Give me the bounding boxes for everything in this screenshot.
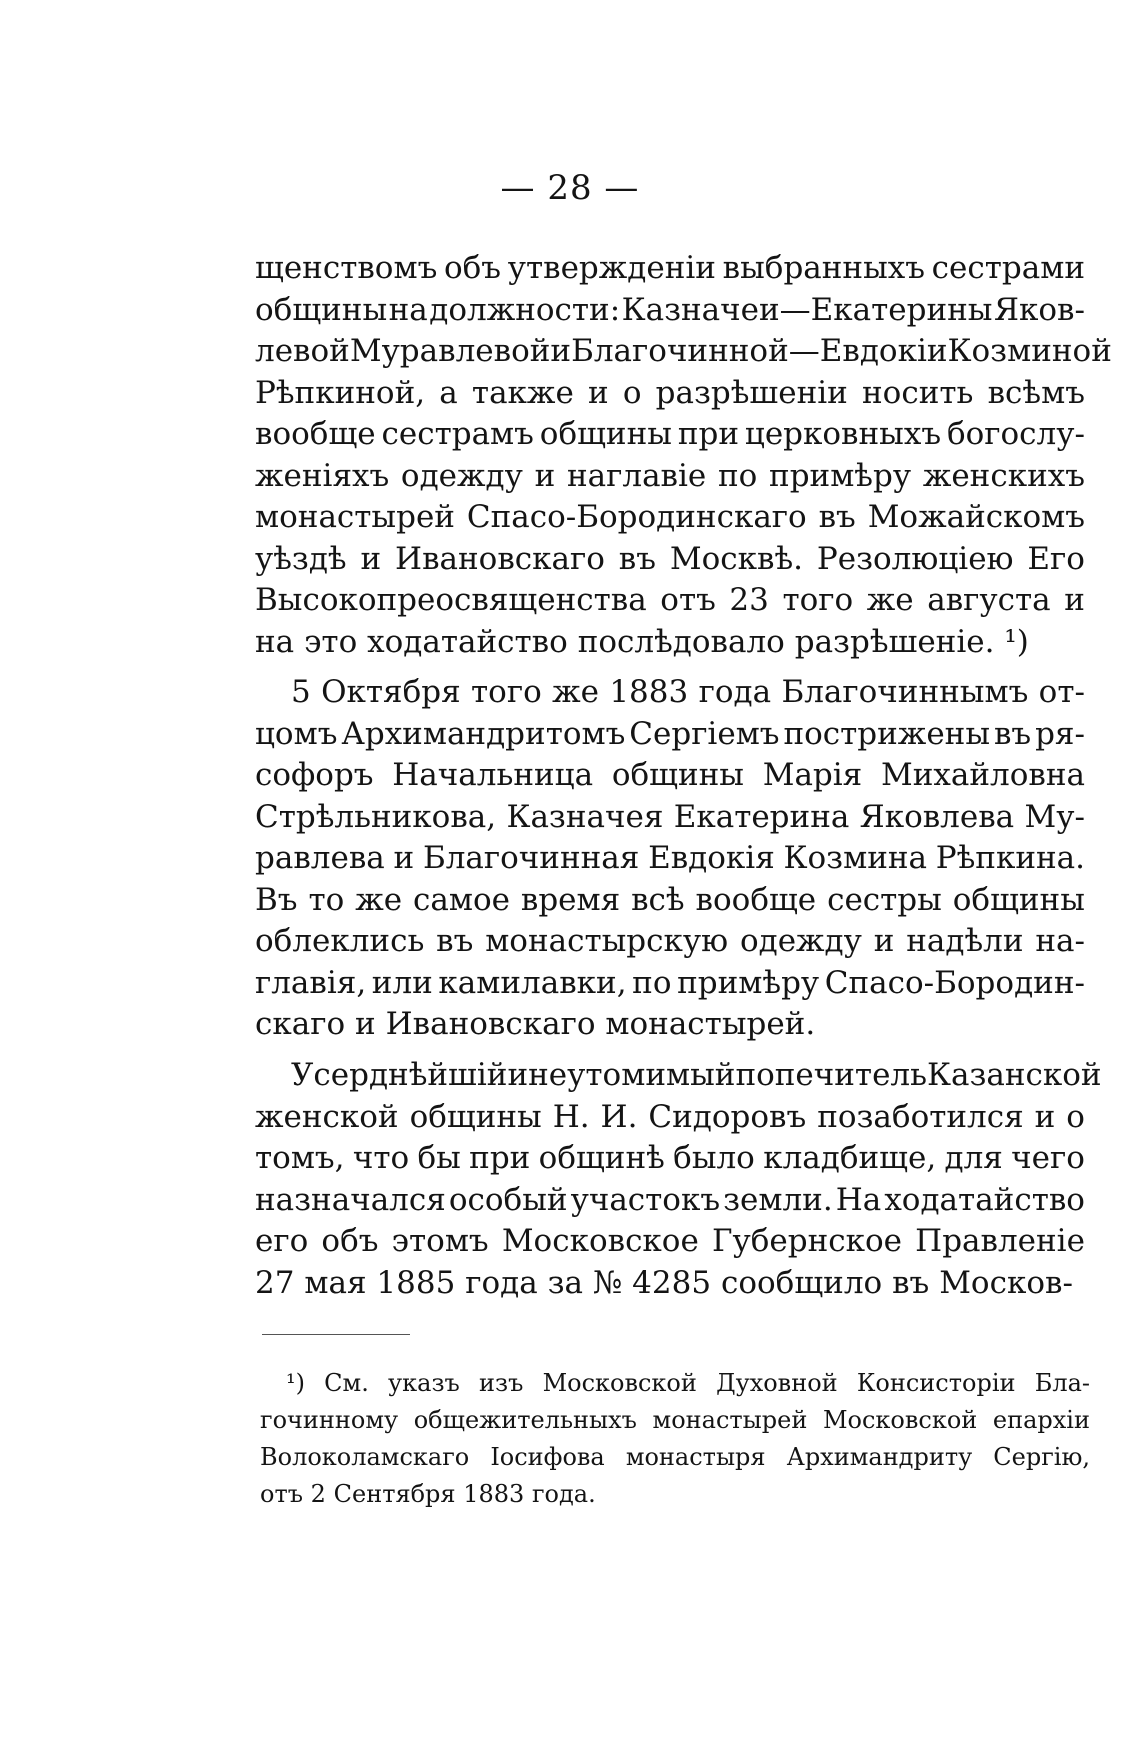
word: сестрами bbox=[931, 250, 1085, 286]
word: общежительныхъ bbox=[413, 1406, 637, 1434]
word: и bbox=[360, 540, 382, 577]
word: 1885 bbox=[376, 1264, 456, 1301]
word: 27 bbox=[255, 1264, 295, 1301]
word: августа bbox=[927, 582, 1051, 618]
word: позаботился bbox=[817, 1098, 1024, 1135]
word: гочинному bbox=[260, 1406, 399, 1434]
word: Сентября bbox=[333, 1480, 456, 1508]
paragraph-3 bbox=[255, 1055, 1102, 1304]
word: Сергіемъ bbox=[629, 715, 780, 752]
word: его bbox=[255, 1223, 309, 1259]
word: Іосифова bbox=[490, 1443, 605, 1471]
text-line bbox=[255, 414, 1085, 456]
word: ходатайство bbox=[367, 623, 568, 660]
word: Евдокія bbox=[648, 840, 775, 876]
text-line bbox=[255, 1138, 1085, 1180]
word: равлева bbox=[255, 840, 385, 876]
word: и bbox=[1064, 582, 1085, 618]
word: Архимандриту bbox=[786, 1443, 973, 1471]
word: должности: bbox=[429, 291, 621, 328]
word: того bbox=[471, 674, 542, 710]
word: Ивановскаго bbox=[395, 540, 605, 577]
word: Архимандритомъ bbox=[341, 715, 626, 752]
text-line bbox=[255, 497, 1085, 539]
word: № bbox=[592, 1264, 623, 1301]
word: примѣру bbox=[769, 457, 912, 494]
text-line bbox=[255, 290, 1085, 332]
word: Казначеи—Екатерины bbox=[621, 291, 993, 328]
word: Усерднѣйшій bbox=[291, 1057, 508, 1093]
word: Можайскомъ bbox=[867, 499, 1085, 535]
word: Его bbox=[1027, 540, 1085, 577]
word: одежду bbox=[400, 457, 523, 494]
text-line bbox=[255, 1097, 1085, 1139]
word: 5 bbox=[291, 674, 311, 710]
word: монастыря bbox=[625, 1443, 766, 1471]
word: 23 bbox=[729, 582, 769, 618]
word: Яковлева bbox=[859, 798, 1015, 835]
word: На bbox=[835, 1181, 882, 1218]
word: надѣли bbox=[906, 923, 1024, 959]
word: Рѣпкина. bbox=[935, 840, 1085, 876]
text-line bbox=[260, 1476, 1090, 1513]
word: и bbox=[550, 333, 572, 369]
word: на- bbox=[1035, 923, 1085, 959]
text-line bbox=[255, 373, 1085, 415]
word: сестрамъ bbox=[381, 416, 534, 452]
word: вообще bbox=[695, 881, 817, 918]
word: же bbox=[866, 582, 914, 618]
word: епархіи bbox=[992, 1406, 1090, 1434]
word: Му- bbox=[1024, 798, 1085, 835]
word: Резолюціею bbox=[816, 540, 1014, 577]
word: мая bbox=[304, 1264, 367, 1301]
word: монастырей bbox=[652, 1406, 808, 1434]
word: объ bbox=[443, 250, 502, 286]
word: также bbox=[471, 374, 574, 411]
word: самое bbox=[412, 881, 510, 918]
word: Муравлевой bbox=[349, 333, 551, 369]
text-line bbox=[255, 1263, 1085, 1305]
word: общинѣ bbox=[538, 1140, 665, 1176]
word: попечитель bbox=[735, 1057, 927, 1093]
word: софоръ bbox=[255, 757, 374, 793]
text-line bbox=[255, 539, 1085, 581]
word: при bbox=[677, 416, 739, 452]
word: земли. bbox=[723, 1181, 833, 1218]
word: общины bbox=[611, 757, 744, 793]
word: ря- bbox=[1035, 715, 1085, 752]
word: Благочиннымъ bbox=[781, 674, 1029, 710]
word: Екатерина bbox=[673, 798, 850, 835]
word: богослу- bbox=[946, 416, 1085, 452]
word: и bbox=[587, 374, 609, 411]
page-number: — 28 — bbox=[500, 168, 640, 208]
word: же bbox=[552, 674, 599, 710]
word: облеклись bbox=[255, 923, 425, 959]
word: Октября bbox=[321, 674, 461, 710]
word: о bbox=[1066, 1098, 1085, 1135]
word: уѣздѣ bbox=[255, 540, 347, 577]
word: въ bbox=[892, 1264, 930, 1301]
word: по bbox=[717, 457, 758, 494]
word: этомъ bbox=[391, 1223, 489, 1259]
word: И. bbox=[600, 1098, 638, 1135]
word: по bbox=[632, 964, 672, 1001]
word: от- bbox=[1038, 674, 1085, 710]
word: Марія bbox=[762, 757, 863, 793]
paragraph-2 bbox=[255, 672, 1085, 1046]
word: Бла- bbox=[1034, 1369, 1090, 1397]
text-line bbox=[255, 714, 1085, 756]
word: наглавіе bbox=[566, 457, 707, 494]
word: цомъ bbox=[255, 715, 338, 752]
word: Москов- bbox=[939, 1264, 1073, 1301]
word: Спасо-Бородинскаго bbox=[466, 499, 807, 535]
word: Козмина bbox=[783, 840, 927, 876]
word: послѣдовало bbox=[577, 623, 785, 660]
word: объ bbox=[321, 1223, 379, 1259]
text-line bbox=[255, 963, 1085, 1005]
text-line bbox=[255, 331, 1112, 373]
word: Спасо-Бородин- bbox=[824, 964, 1085, 1001]
word: ¹) bbox=[286, 1369, 305, 1397]
text-line bbox=[255, 672, 1085, 714]
text-line bbox=[255, 248, 1085, 290]
word: при bbox=[469, 1140, 531, 1176]
word: отъ bbox=[660, 582, 716, 618]
word: скаго bbox=[255, 1006, 346, 1042]
word: Въ bbox=[255, 881, 298, 918]
text-line bbox=[255, 838, 1085, 880]
word: Козминой bbox=[947, 333, 1112, 369]
word: было bbox=[673, 1140, 755, 1176]
word: участокъ bbox=[570, 1181, 721, 1218]
text-line bbox=[255, 622, 1085, 664]
word: томъ, bbox=[255, 1140, 345, 1176]
text-line bbox=[255, 1180, 1085, 1222]
word: изъ bbox=[479, 1369, 524, 1397]
word: церковныхъ bbox=[744, 416, 942, 452]
word: вообще bbox=[255, 416, 376, 452]
word: указъ bbox=[388, 1369, 460, 1397]
text-line bbox=[255, 456, 1085, 498]
text-line bbox=[260, 1439, 1090, 1476]
text-line bbox=[255, 1221, 1085, 1263]
word: Московское bbox=[501, 1223, 699, 1259]
word: утвержденіи bbox=[507, 250, 716, 286]
word: См. bbox=[324, 1369, 369, 1397]
word: Сидоровъ bbox=[648, 1098, 807, 1135]
text-line bbox=[255, 797, 1085, 839]
word: Консисторіи bbox=[856, 1369, 1016, 1397]
text-line bbox=[255, 1055, 1102, 1097]
word: Губернское bbox=[711, 1223, 903, 1259]
word: Михайловна bbox=[880, 757, 1085, 793]
footnote bbox=[260, 1365, 1090, 1513]
word: то bbox=[308, 881, 345, 918]
word: въ bbox=[618, 540, 656, 577]
word: въ bbox=[993, 715, 1032, 752]
word: а bbox=[439, 374, 458, 411]
footnote-divider bbox=[262, 1334, 410, 1335]
word: женской bbox=[255, 1098, 399, 1135]
word: время bbox=[520, 881, 621, 918]
word: общины bbox=[952, 881, 1085, 918]
word: на bbox=[388, 291, 428, 328]
word: Волоколамскаго bbox=[260, 1443, 470, 1471]
word: примѣру bbox=[677, 964, 820, 1001]
word: отъ bbox=[260, 1480, 303, 1508]
word: камилавки, bbox=[438, 964, 627, 1001]
word: и bbox=[534, 457, 556, 494]
text-line bbox=[255, 580, 1085, 622]
word: общины bbox=[255, 291, 388, 328]
word: 1883 bbox=[463, 1480, 525, 1508]
word: и bbox=[393, 840, 415, 876]
word: женскихъ bbox=[922, 457, 1085, 494]
word: за bbox=[547, 1264, 584, 1301]
word: года bbox=[465, 1264, 538, 1301]
paragraph-1 bbox=[255, 248, 1112, 663]
word: Сергію, bbox=[993, 1443, 1090, 1471]
text-line bbox=[255, 880, 1085, 922]
word: главія, bbox=[255, 964, 367, 1001]
word: Московской bbox=[822, 1406, 978, 1434]
word: Казначея bbox=[506, 798, 664, 835]
word: Казанской bbox=[927, 1057, 1102, 1093]
word: въ bbox=[436, 923, 474, 959]
word: кладбище, bbox=[763, 1140, 937, 1176]
word: монастырей. bbox=[605, 1006, 816, 1042]
word: въ bbox=[818, 499, 856, 535]
word: года bbox=[698, 674, 772, 710]
word: монастырскую bbox=[485, 923, 729, 959]
word: ходатайство bbox=[884, 1181, 1085, 1218]
word: Благочинной—Евдокіи bbox=[571, 333, 948, 369]
word: женіяхъ bbox=[255, 457, 390, 494]
word: пострижены bbox=[783, 715, 991, 752]
word: назначался bbox=[255, 1181, 446, 1218]
word: Москвѣ. bbox=[669, 540, 804, 577]
word: о bbox=[622, 374, 642, 411]
word: Духовной bbox=[716, 1369, 838, 1397]
word: Московской bbox=[542, 1369, 697, 1397]
word: Яков- bbox=[993, 291, 1085, 328]
word: и bbox=[1034, 1098, 1056, 1135]
word: 2 bbox=[310, 1480, 326, 1508]
word: что bbox=[352, 1140, 410, 1176]
word: Высокопреосвященства bbox=[255, 582, 647, 618]
word: общины bbox=[539, 416, 672, 452]
word: чего bbox=[1011, 1140, 1085, 1176]
text-line bbox=[260, 1402, 1090, 1439]
word: и bbox=[873, 923, 895, 959]
word: одежду bbox=[739, 923, 862, 959]
word: сообщило bbox=[720, 1264, 883, 1301]
word: Правленіе bbox=[915, 1223, 1085, 1259]
word: Ивановскаго bbox=[385, 1006, 596, 1042]
word: 4285 bbox=[632, 1264, 712, 1301]
word: и bbox=[507, 1057, 529, 1093]
word: разрѣшеніи bbox=[655, 374, 848, 411]
word: носить bbox=[862, 374, 974, 411]
text-line bbox=[255, 921, 1085, 963]
word: особый bbox=[448, 1181, 568, 1218]
word: Благочинная bbox=[422, 840, 640, 876]
word: выбранныхъ bbox=[722, 250, 925, 286]
word: ¹) bbox=[1004, 623, 1029, 660]
word: сестры bbox=[827, 881, 942, 918]
word: общины bbox=[409, 1098, 542, 1135]
word: неутомимый bbox=[528, 1057, 736, 1093]
word: или bbox=[371, 964, 433, 1001]
word: Стрѣльникова, bbox=[255, 798, 497, 835]
word: Н. bbox=[552, 1098, 590, 1135]
word: Начальница bbox=[392, 757, 594, 793]
word: на bbox=[255, 623, 295, 660]
word: же bbox=[355, 881, 403, 918]
word: монастырей bbox=[255, 499, 455, 535]
text-line bbox=[255, 755, 1085, 797]
word: и bbox=[355, 1006, 376, 1042]
word: щенствомъ bbox=[255, 250, 438, 286]
word: разрѣшеніе. bbox=[794, 623, 995, 660]
word: Рѣпкиной, bbox=[255, 374, 426, 411]
text-line bbox=[255, 1004, 1085, 1046]
word: всѣ bbox=[631, 881, 685, 918]
word: бы bbox=[417, 1140, 461, 1176]
word: левой bbox=[255, 333, 350, 369]
word: года. bbox=[531, 1480, 596, 1508]
word: того bbox=[782, 582, 854, 618]
word: это bbox=[304, 623, 358, 660]
text-line bbox=[260, 1365, 1090, 1402]
word: для bbox=[944, 1140, 1003, 1176]
word: 1883 bbox=[609, 674, 689, 710]
word: всѣмъ bbox=[987, 374, 1085, 411]
